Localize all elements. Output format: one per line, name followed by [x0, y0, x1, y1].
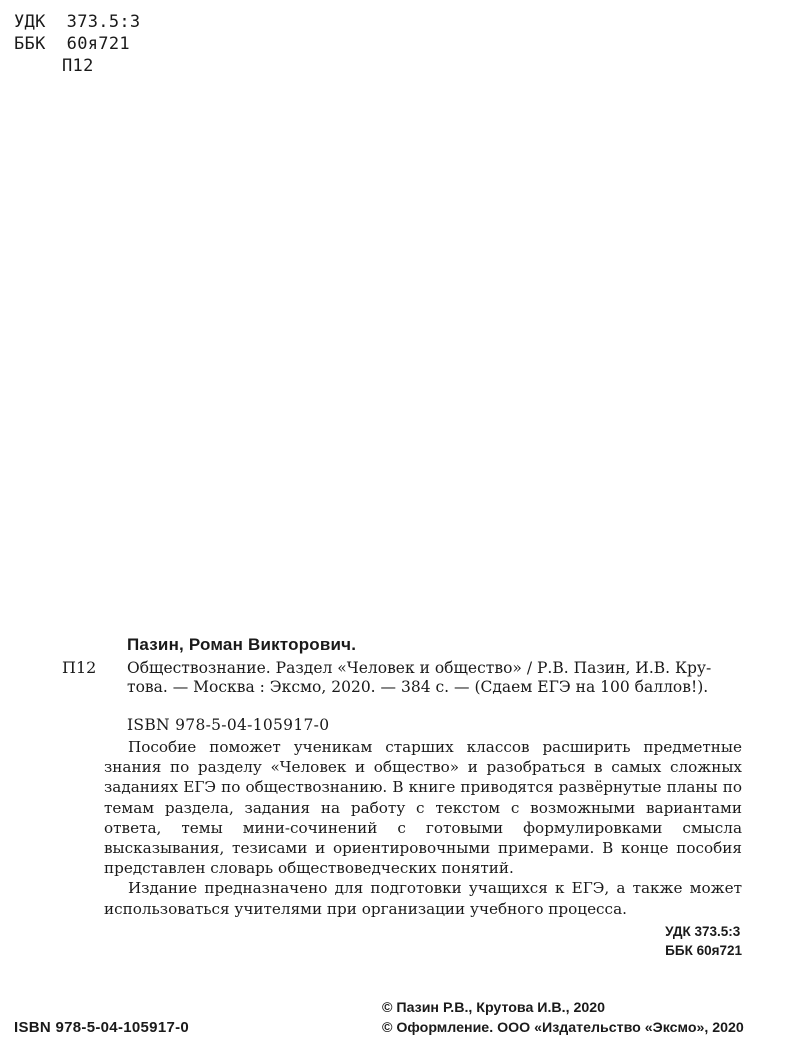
classification-bottom — [665, 922, 742, 960]
description-line: това. — Москва : Эксмо, 2020. — 384 с. — (Сдаем ЕГЭ на 100 баллов!). — [127, 678, 709, 696]
isbn-record: ISBN 978-5-04-105917-0 — [127, 716, 330, 734]
bbk-code-top: ББК 60я721 — [14, 34, 130, 54]
udk-code-top: УДК 373.5:3 — [14, 12, 141, 32]
copyright-block — [382, 998, 744, 1038]
bibliographic-description — [127, 659, 741, 697]
abstract — [104, 737, 742, 919]
author-heading: Пазин, Роман Викторович. — [127, 635, 357, 654]
udk-code-bottom: УДК 373.5:3 — [665, 924, 741, 939]
abstract-paragraph: Издание предназначено для подготовки учащихся к ЕГЭ, а также может использоваться учителями при организации учебного процесса. — [104, 879, 742, 918]
cutter-code-top: П12 — [62, 56, 94, 76]
cutter-code-record: П12 — [62, 658, 97, 677]
isbn-footer: ISBN 978-5-04-105917-0 — [14, 1019, 190, 1036]
bbk-code-bottom: ББК 60я721 — [665, 943, 742, 958]
copyright-authors: © Пазин Р.В., Крутова И.В., 2020 — [382, 1000, 606, 1016]
copyright-design: © Оформление. ООО «Издательство «Эксмо», 2020 — [382, 1020, 744, 1036]
description-line: Обществознание. Раздел «Человек и общество» / Р.В. Пазин, И.В. Кру- — [127, 659, 712, 677]
abstract-paragraph: Пособие поможет ученикам старших классов расширить предметные знания по разделу «Человек и общество» и разобраться в самых сложных заданиях ЕГЭ по обществознанию. В книге приводятся развёрнутые планы по темам раздела, задания на работу с текстом с возможными вариантами ответа, темы мини-сочинений с готовыми формулировками смысла высказывания, тезисами и ориентировочными примерами. В конце пособия представлен словарь обществоведческих понятий. — [104, 738, 742, 878]
